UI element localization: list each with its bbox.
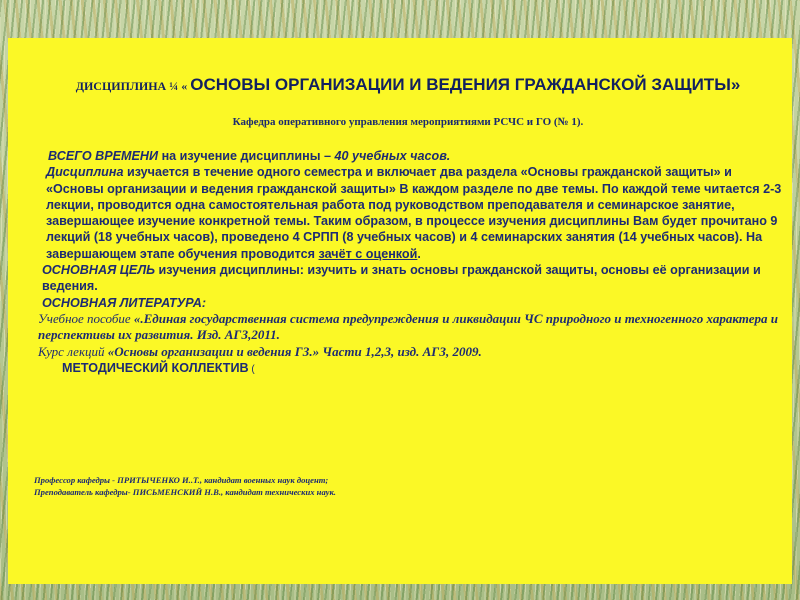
course-description [34,148,782,378]
total-hours: 40 учебных часов. [334,149,451,163]
exam-type: зачёт с оценкой [318,246,418,261]
staff-list [34,474,782,498]
discipline-title [48,75,768,96]
total-mid: на изучение дисциплины – [158,149,335,163]
team-heading [34,360,782,378]
literature-heading [34,295,782,311]
department-subtitle: Кафедра оперативного управления мероприятиями РСЧС и ГО (№ 1). [232,116,584,128]
book1-lead: Учебное пособие [38,310,134,326]
literature-heading-text: ОСНОВНАЯ ЛИТЕРАТУРА: [42,295,207,310]
goal-lead: ОСНОВНАЯ ЦЕЛЬ [42,263,156,278]
staff-member-2: Преподаватель кафедры- ПИСЬМЕНСКИЙ Н.В., кандидат технических наук. [34,487,336,497]
staff-member-1: Профессор кафедры - ПРИТЫЧЕНКО И..Т., кандидат военных наук доцент; [34,475,329,485]
title-main: ОСНОВЫ ОРГАНИЗАЦИИ И ВЕДЕНИЯ ГРАЖДАНСКОЙ ЗАЩИТЫ» [190,75,741,94]
book1-title: «.Единая государственная система предупреждения и ликвидации ЧС природного и техногенного характера и перспективы их развития. Изд. АГЗ,2011. [38,310,778,343]
title-prefix: ДИСЦИПЛИНА ¼ « [75,79,191,93]
description-end: . [417,246,421,261]
literature-book-2 [34,344,782,360]
goal-text: изучения дисциплины: изучить и знать основы гражданской защиты, основы её организации и ведения. [42,263,761,294]
total-hours-line [34,148,782,164]
goal-paragraph [34,262,782,295]
description-text: изучается в течение одного семестра и включает два раздела «Основы гражданской защиты» и «Основы организации и ведения гражданской защиты» В каждом разделе по две темы. По каждой теме читается 2-3 лекции, проводится одна самостоятельная работа под руководством преподавателя и семинарское занятие, завершающее изучение конкретной темы. Таким образом, в процессе изучения дисциплины Вам будет прочитано 9 лекций (18 учебных часов), проведено 4 СРПП (8 учебных часов) и 4 семинарских занятия (14 учебных часов). На завершающем этапе обучения проводится [46,165,782,261]
description-paragraph [34,164,782,262]
book2-title: «Основы организации и ведения ГЗ.» Части 1,2,3, изд. АГЗ, 2009. [107,343,482,359]
book2-lead: Курс лекций [38,343,108,359]
slide-panel [8,38,792,584]
team-heading-tail: ( [248,363,255,375]
description-lead: Дисциплина [46,165,127,180]
total-lead: ВСЕГО ВРЕМЕНИ [48,149,159,163]
literature-book-1 [34,311,782,344]
team-heading-text: МЕТОДИЧЕСКИЙ КОЛЛЕКТИВ [62,360,249,375]
